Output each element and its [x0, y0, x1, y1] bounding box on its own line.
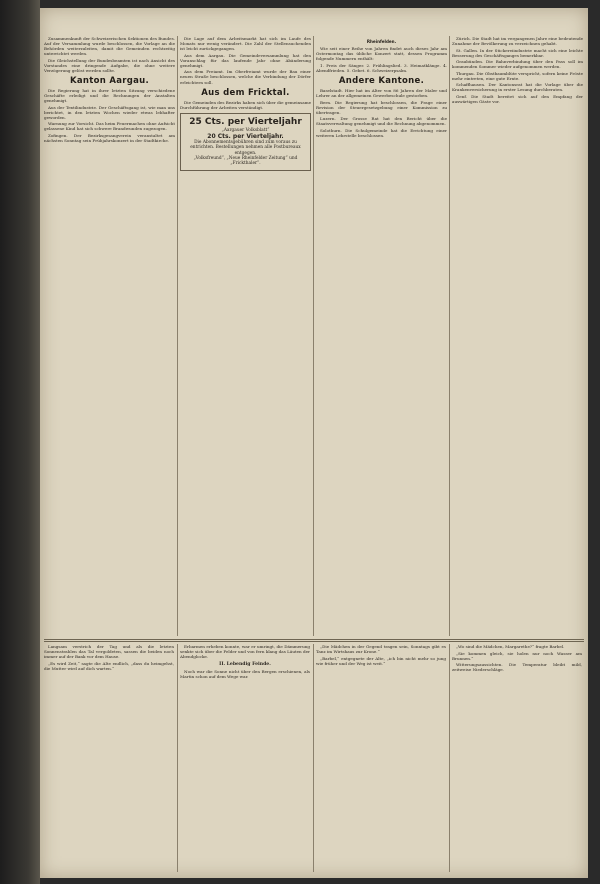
- weather-note: Witterungsaussichten. Die Temperatur bleibt mild, zeitweise Niederschläge.: [452, 662, 582, 673]
- feuilleton-divider: [44, 641, 584, 642]
- paragraph: Zofingen. Der Bezirksgesangverein veranstaltet am nächsten Sonntag sein Frühjahrskonzert in der Stadtkirche.: [44, 132, 175, 144]
- paragraph: „Wo sind die Mädchen, Margarethe?“ fragte Barbel.: [456, 644, 565, 649]
- ad-title: 25 Cts. per Vierteljahr: [189, 116, 302, 127]
- paragraph: Bern. Die Regierung hat beschlossen, die Frage einer Revision der Steuergesetzgebung einer Kommission zu übertragen.: [316, 99, 447, 115]
- section-heading: Aus dem Fricktal.: [201, 87, 290, 98]
- paragraph: Zürich. Die Stadt hat im vergangenen Jahre eine bedeutende Zunahme der Bevölkerung zu verzeichnen gehabt.: [452, 36, 583, 47]
- feuilleton-divider: [44, 639, 584, 640]
- column-rule: [449, 36, 450, 636]
- paragraph: Die Gleichstellung der Bundesbeamten ist nach Ansicht des Vorstandes eine dringende Aufgabe, die ohne weitere Verzögerung gelöst werden sollte.: [44, 57, 175, 73]
- paragraph: „Sie kommen gleich, sie holen nur noch Wasser am Brunnen.“: [452, 650, 582, 661]
- column-rule: [313, 644, 314, 872]
- paragraph: St. Gallen. In der Stickereiindustrie macht sich eine leichte Besserung des Geschäftsganges bemerkbar.: [452, 47, 583, 58]
- paragraph: Graubünden. Die Bahnverbindung über den Pass soll im kommenden Sommer wieder aufgenommen werden.: [452, 59, 583, 70]
- paragraph: Aus dem Aargau. Die Gemeindeversammlung hat den Voranschlag für das laufende Jahr ohne Abänderung genehmigt.: [180, 52, 311, 68]
- section-heading: Rheinfelden.: [366, 39, 397, 44]
- column-1: [44, 36, 175, 145]
- paragraph: Luzern. Der Grosse Rat hat den Bericht über die Staatsverwaltung genehmigt und die Rechnung abgenommen.: [316, 116, 447, 127]
- paragraph: Wie seit einer Reihe von Jahren findet auch dieses Jahr am Ostermontag das übliche Konzert statt, dessen Programm folgende Nummern enthält:: [316, 46, 447, 62]
- paragraph: Aus dem Freiamt. Im Oberfreiamt wurde der Bau einer neuen Straße beschlossen, welche die Verbindung der Dörfer erleichtern soll.: [180, 69, 311, 85]
- paragraph: „Es wird Zeit,“ sagte die Alte endlich, „dass du heimgehst, die Mutter wird auf dich warten.“: [44, 660, 174, 672]
- book-binding: [0, 0, 40, 884]
- paragraph: „Barbel,“ entgegnete der Alte, „ich bin nicht mehr so jung wie früher und der Weg ist weit.“: [316, 655, 446, 666]
- ad-price-line: 20 Cts. per Vierteljahr.: [207, 133, 284, 141]
- paragraph: Aus der Textilindustrie. Der Geschäftsgang ist, wie man uns berichtet, in den letzten Wochen wieder etwas lebhafter geworden.: [44, 104, 175, 120]
- ad-text: Die Abonnementsgebühren sind zum voraus zu entrichten. Bestellungen nehmen alle Postbureaux entgegen.: [190, 140, 301, 156]
- paragraph: Schaffhausen. Der Kantonsrat hat die Vorlage über die Krankenversicherung in erster Lesung durchberaten.: [452, 82, 583, 93]
- paragraph: Die Regierung hat in ihrer letzten Sitzung verschiedene Geschäfte erledigt und die Rechnungen der Anstalten genehmigt.: [44, 88, 175, 104]
- subscription-ad: [180, 113, 311, 171]
- paragraph: Genf. Die Stadt bereitet sich auf den Empfang der auswärtigen Gäste vor.: [452, 93, 583, 104]
- paragraph: Langsam verstrich der Tag und als die letzten Sonnenstrahlen das Tal vergoldeten, sassen die beiden noch immer auf der Bank vor dem Hause.: [44, 644, 174, 660]
- column-4: [452, 36, 583, 105]
- program-list: 1. Preis der Sänger. 2. Frühlingslied. 3. Heimatklänge. 4. Abendfrieden. 5. Gebet. 6. Schweizerpsalm.: [316, 62, 447, 73]
- newspaper-page: [40, 8, 588, 878]
- section-heading: Kanton Aargau.: [69, 76, 150, 87]
- feuilleton-column-1: [44, 644, 174, 673]
- chapter-heading: II. Lebendig Feinde.: [219, 661, 271, 667]
- section-heading: Andere Kantone.: [338, 75, 425, 86]
- feuilleton-column-4: [452, 644, 582, 674]
- ad-papers: „Volksfreund“, „Neue Rheinfelder Zeitung“ und „Frickthaler“.: [193, 156, 298, 167]
- paragraph: Thurgau. Die Obstbaumblüte verspricht, sofern keine Fröste mehr eintreten, eine gute Ernte.: [452, 70, 583, 81]
- feuilleton-column-2: [180, 644, 310, 681]
- column-rule: [313, 36, 314, 636]
- paragraph: Warnung zur Vorsicht. Das heim Feuermachen ohne Aufsicht gelassene Kind hat sich schwere Brandwunden zugezogen.: [44, 121, 175, 132]
- column-rule: [449, 644, 450, 872]
- paragraph: Solothurn. Die Schulgemeinde hat die Errichtung einer weiteren Lehrstelle beschlossen.: [316, 127, 447, 138]
- column-2: [180, 36, 311, 174]
- column-3: [316, 36, 447, 139]
- ad-subtitle: „Aargauer Volksblatt“: [221, 127, 270, 133]
- paragraph: „Die Mädchen in der Gegend tragen sein, Sonntags gibt es Tanz im Wirtshaus zur Krone.“: [316, 644, 446, 655]
- paragraph: Die Gemeinden des Bezirks haben sich über die gemeinsame Durchführung der Arbeiten verständigt.: [180, 99, 311, 110]
- paragraph: Zusammenkunft der Schweizerischen Sektionen des Bundes. Auf der Versammlung wurde beschlossen, die Vorlage an die Behörden weiterzuleiten, damit die Gemeinden rechtzeitig unterrichtet werden.: [44, 36, 175, 57]
- paragraph: Noch war die Sonne nicht über den Bergen erschienen, als Martin schon auf dem Wege war.: [180, 668, 310, 680]
- paragraph: Erbarmen erheben konnte, war er umringt, die Dämmerung senkte sich über die Felder und von fern klang das Läuten der Abendglocke.: [180, 644, 310, 660]
- paragraph: Baselstadt. Hier hat im Alter von 86 Jahren der Maler und Lehrer an der allgemeinen Gewerbeschule gestorben.: [316, 87, 447, 99]
- paragraph: Die Lage auf dem Arbeitsmarkt hat sich im Laufe des Monats nur wenig verändert. Die Zahl der Stellensuchenden ist leicht zurückgegangen.: [180, 36, 311, 52]
- feuilleton-column-3: [316, 644, 446, 667]
- column-rule: [177, 36, 178, 636]
- column-rule: [177, 644, 178, 872]
